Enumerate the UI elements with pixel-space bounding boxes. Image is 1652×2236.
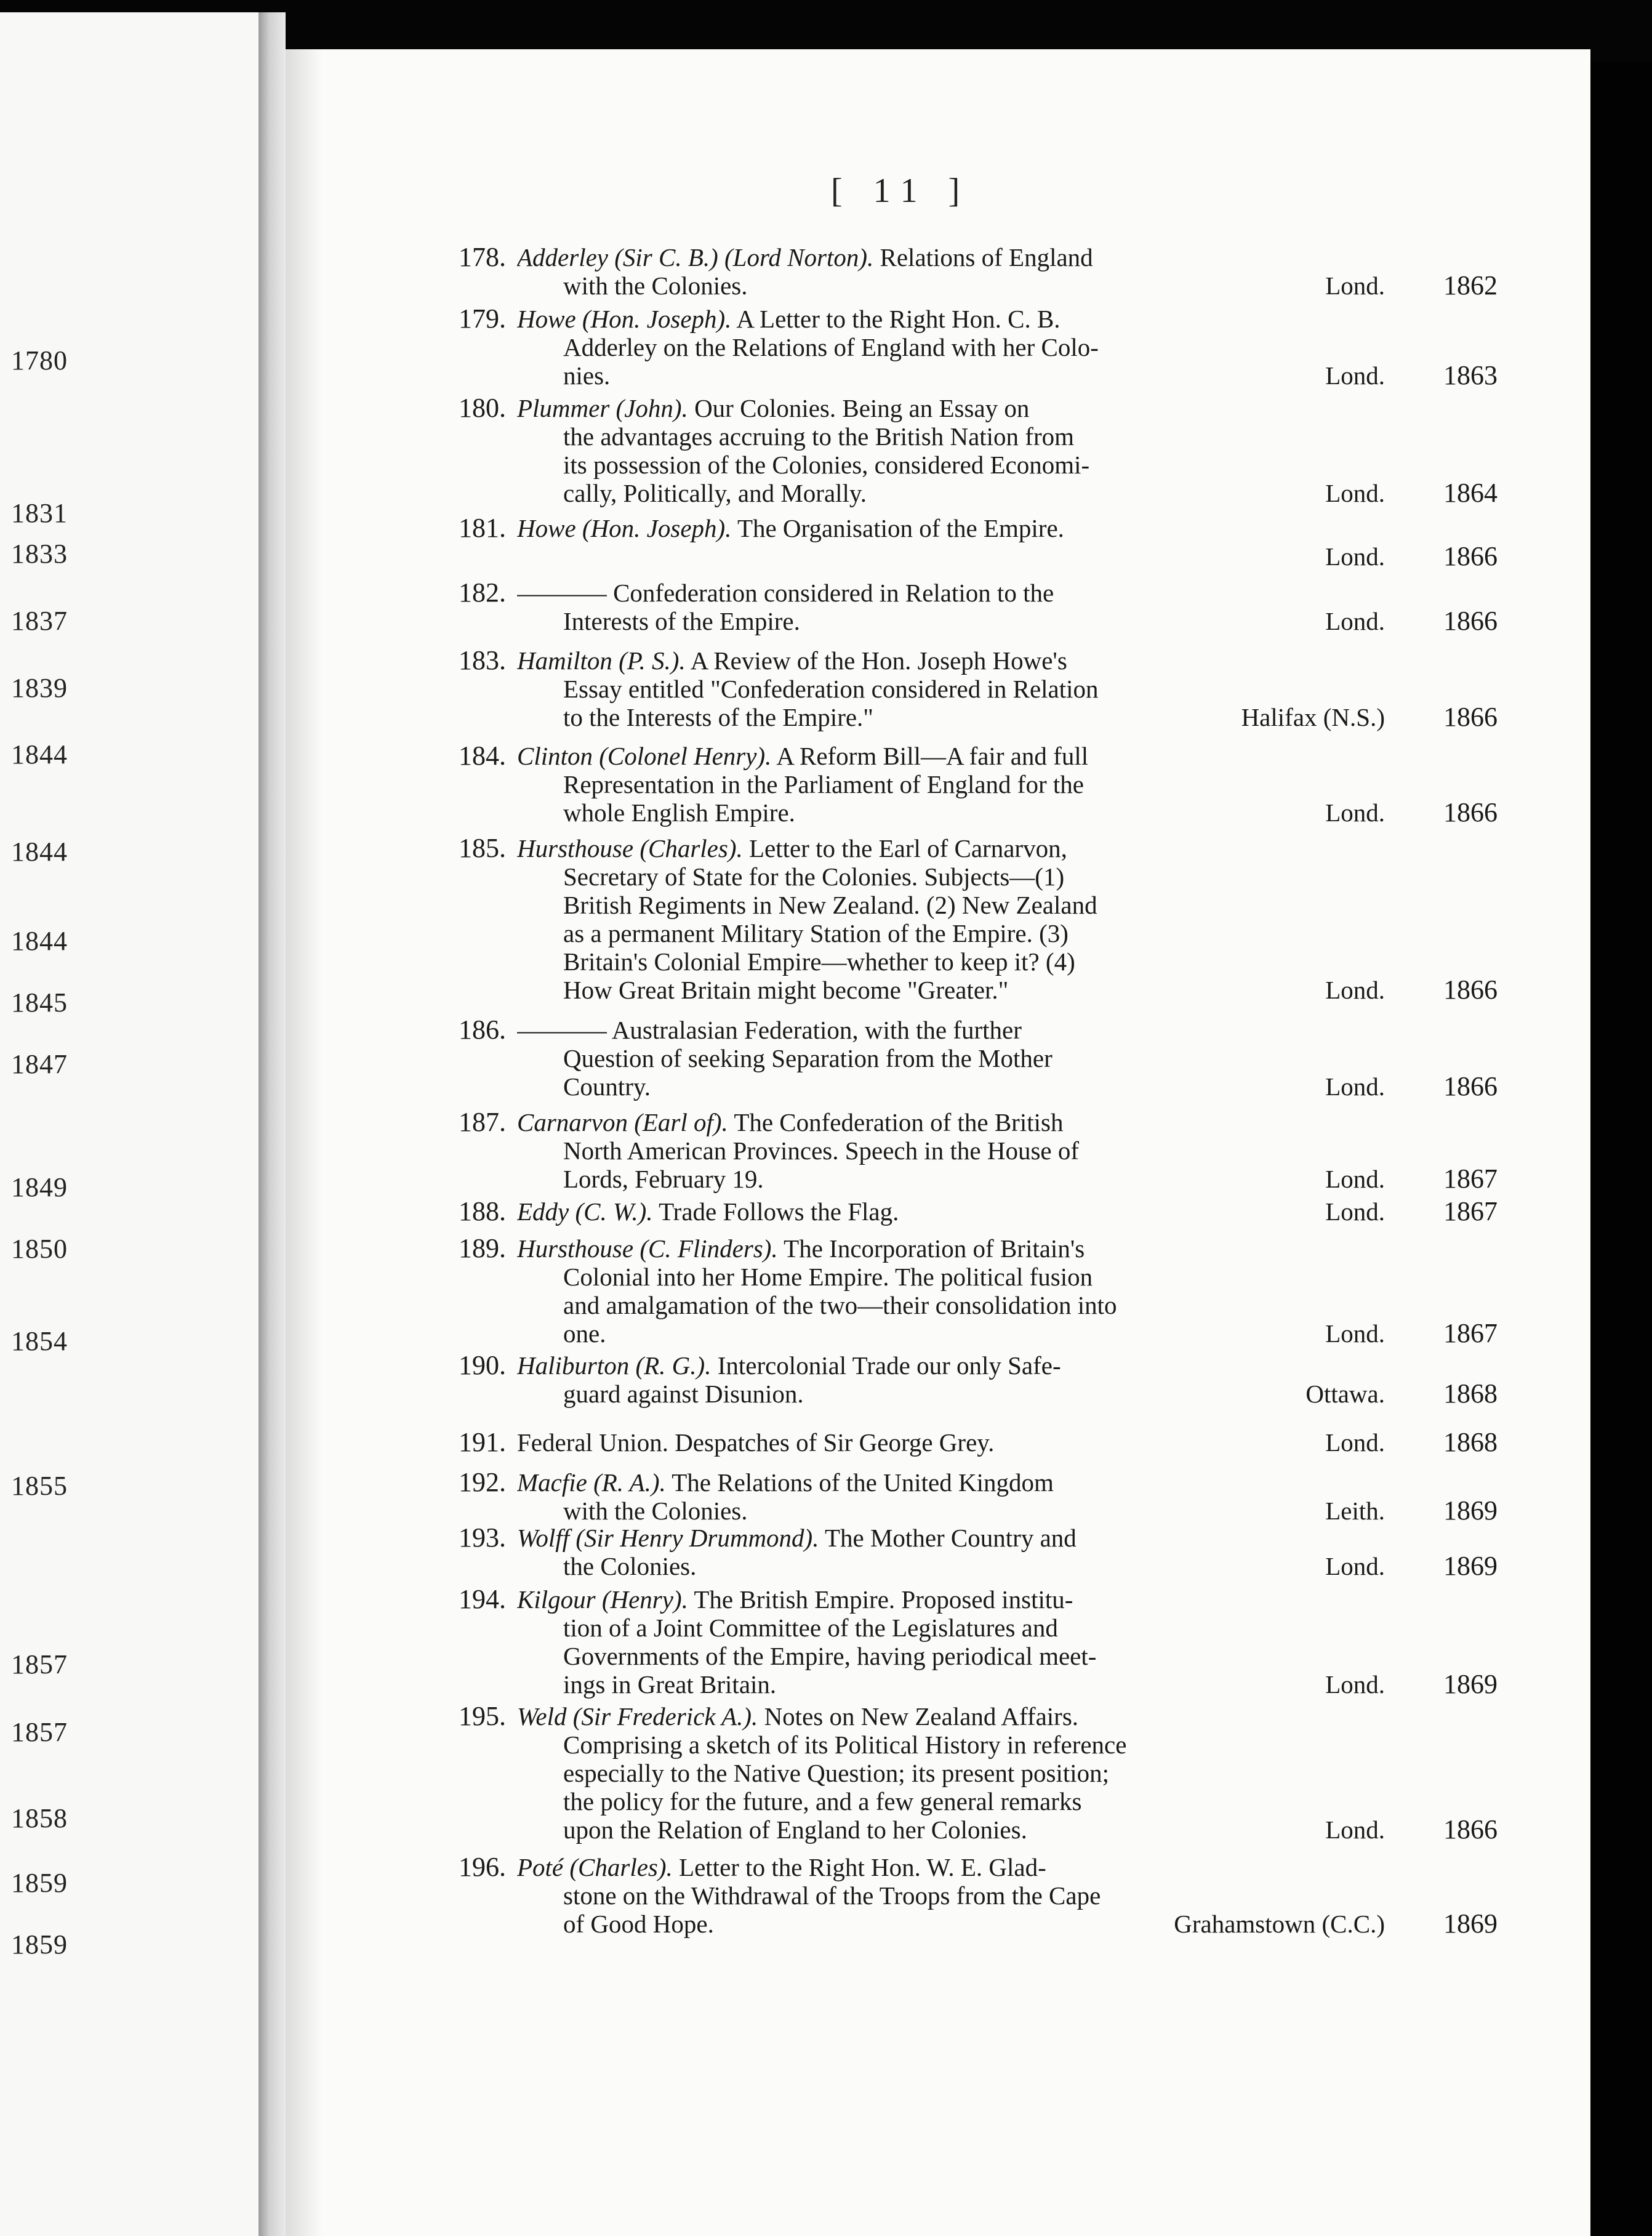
entry-line: [517, 479, 1385, 507]
margin-year: 1831: [11, 498, 68, 528]
entry-author: Hamilton (P. S.).: [517, 646, 686, 675]
entry-line: [517, 1136, 1385, 1165]
entry-text: [517, 243, 1385, 300]
margin-year: 1855: [11, 1471, 68, 1501]
entry-year: 1868: [1443, 1427, 1498, 1457]
entry-line: [517, 1072, 1385, 1101]
entry-line-text: Our Colonies. Being an Essay on: [694, 394, 1030, 422]
entry-number: 186.: [459, 1015, 506, 1045]
entry-year: 1863: [1443, 360, 1498, 390]
margin-year: 1833: [11, 539, 68, 569]
entry-author: Haliburton (R. G.).: [517, 1351, 712, 1380]
entry-place: Lond.: [1325, 1428, 1385, 1457]
entry-line-text: the advantages accruing to the British Nation from: [563, 422, 1075, 451]
entry-line: [517, 1044, 1385, 1072]
entry-line-text: tion of a Joint Committee of the Legislatures and: [563, 1614, 1058, 1642]
entry-line-text: guard against Disunion.: [563, 1380, 804, 1408]
entry-line-text: of Good Hope.: [563, 1910, 714, 1938]
entry-number: 180.: [459, 393, 506, 423]
entry-line: [517, 1524, 1385, 1552]
entry-author: Hursthouse (C. Flinders).: [517, 1234, 778, 1263]
entry-place: Lond.: [1325, 542, 1385, 571]
entry-line-text: Question of seeking Separation from the Mother: [563, 1044, 1053, 1072]
entry-line: [517, 1910, 1385, 1938]
entry-line: [517, 422, 1385, 451]
entry-line-text: to the Interests of the Empire.": [563, 703, 874, 731]
entry-line: [517, 579, 1385, 607]
entry-text: [517, 1468, 1385, 1525]
entry-line-text: Representation in the Parliament of England for the: [563, 770, 1084, 798]
entry-line-text: and amalgamation of the two—their consolidation into: [563, 1291, 1117, 1319]
entry-text: [517, 1428, 1385, 1457]
entry-line: [517, 1853, 1385, 1881]
entry-number: 183.: [459, 645, 506, 675]
margin-year: 1849: [11, 1172, 68, 1202]
entry-line: [517, 305, 1385, 333]
entry-author: Carnarvon (Earl of).: [517, 1108, 728, 1136]
entry-year: 1867: [1443, 1196, 1498, 1226]
entry-place: Lond.: [1325, 361, 1385, 390]
entry-place: Lond.: [1325, 798, 1385, 827]
entry-text: [517, 579, 1385, 635]
entry-line: [517, 1165, 1385, 1193]
entry-number: 189.: [459, 1233, 506, 1263]
entry-text: [517, 1234, 1385, 1348]
entry-author: Adderley (Sir C. B.) (Lord Norton).: [517, 243, 874, 271]
entry-place: Lond.: [1325, 976, 1385, 1004]
entry-author: Kilgour (Henry).: [517, 1585, 688, 1614]
entry-line-text: Comprising a sketch of its Political History in reference: [563, 1731, 1127, 1759]
entry-place: Lond.: [1325, 1072, 1385, 1101]
entry-place: Lond.: [1325, 271, 1385, 300]
entry-number: 190.: [459, 1350, 506, 1380]
margin-year: 1857: [11, 1717, 68, 1747]
entry-place: Lond.: [1325, 1197, 1385, 1226]
entry-author: Wolff (Sir Henry Drummond).: [517, 1524, 819, 1552]
margin-year: 1859: [11, 1868, 68, 1898]
entry-line-text: Letter to the Right Hon. W. E. Glad-: [679, 1853, 1046, 1881]
entry-line: [517, 1585, 1385, 1614]
entry-place: Lond.: [1325, 1319, 1385, 1348]
entry-number: 187.: [459, 1107, 506, 1137]
entry-line-text: The Confederation of the British: [734, 1108, 1064, 1136]
entry-place: Halifax (N.S.): [1241, 703, 1385, 731]
entry-line-text: Britain's Colonial Empire—whether to keep it? (4): [563, 947, 1075, 976]
entry-line: [517, 1614, 1385, 1642]
entry-number: 182.: [459, 577, 506, 608]
entry-line-text: with the Colonies.: [563, 1497, 748, 1525]
entry-year: 1867: [1443, 1318, 1498, 1348]
entry-number: 193.: [459, 1522, 506, 1553]
margin-year: 1844: [11, 837, 68, 867]
entry-year: 1866: [1443, 541, 1498, 571]
entry-place: Lond.: [1325, 607, 1385, 635]
entry-line: [517, 1787, 1385, 1816]
entry-line-text: cally, Politically, and Morally.: [563, 479, 867, 507]
entry-line: [517, 770, 1385, 798]
entry-line-text: British Regiments in New Zealand. (2) New Zealand: [563, 891, 1097, 919]
entry-number: 196.: [459, 1852, 506, 1882]
entry-line-text: ings in Great Britain.: [563, 1670, 777, 1699]
entry-author: Clinton (Colonel Henry).: [517, 742, 772, 770]
entry-line: [517, 1351, 1385, 1380]
scan-border-right: [1590, 62, 1652, 2236]
entry-place: Leith.: [1325, 1497, 1385, 1525]
gutter-shadow: [286, 49, 323, 2236]
margin-year: 1837: [11, 606, 68, 636]
margin-year: 1780: [11, 345, 68, 376]
entry-line: [517, 742, 1385, 770]
entry-text: [517, 834, 1385, 1004]
margin-year: 1844: [11, 926, 68, 956]
entry-line: [517, 1497, 1385, 1525]
entry-year: 1869: [1443, 1669, 1498, 1699]
entry-place: Lond.: [1325, 1816, 1385, 1844]
entry-line-text: Notes on New Zealand Affairs.: [764, 1702, 1079, 1731]
entry-line-text: North American Provinces. Speech in the House of: [563, 1136, 1080, 1165]
entry-line-text: as a permanent Military Station of the Empire. (3): [563, 919, 1069, 947]
entry-text: [517, 1108, 1385, 1193]
entry-line-text: Adderley on the Relations of England with her Colo-: [563, 333, 1099, 361]
entry-number: 194.: [459, 1584, 506, 1614]
entry-author: Poté (Charles).: [517, 1853, 673, 1881]
entry-text: [517, 1524, 1385, 1580]
entry-author: Hursthouse (Charles).: [517, 834, 743, 863]
entry-line: [517, 1702, 1385, 1731]
entry-line-text: Federal Union. Despatches of Sir George Grey.: [517, 1428, 995, 1457]
entry-line: [517, 646, 1385, 675]
entry-year: 1869: [1443, 1551, 1498, 1581]
margin-year: 1839: [11, 673, 68, 703]
entry-line-text: The Mother Country and: [824, 1524, 1077, 1552]
entry-text: [517, 514, 1385, 571]
entry-number: 195.: [459, 1701, 506, 1731]
entry-line: [517, 1642, 1385, 1670]
entry-author: ————: [517, 579, 607, 607]
entry-text: [517, 305, 1385, 390]
margin-year: 1858: [11, 1803, 68, 1833]
entry-line-text: its possession of the Colonies, considered Economi-: [563, 451, 1090, 479]
entry-line: [517, 333, 1385, 361]
entry-line: [517, 1670, 1385, 1699]
entry-line-text: A Letter to the Right Hon. C. B.: [736, 305, 1061, 333]
entry-line-text: Relations of England: [880, 243, 1093, 271]
entry-line-text: stone on the Withdrawal of the Troops from the Cape: [563, 1881, 1101, 1910]
entry-number: 178.: [459, 242, 506, 272]
entry-text: [517, 1351, 1385, 1408]
entry-line-text: A Reform Bill—A fair and full: [776, 742, 1089, 770]
entry-line: [517, 798, 1385, 827]
entry-line-text: The Relations of the United Kingdom: [672, 1468, 1054, 1497]
entry-line: [517, 1759, 1385, 1787]
margin-year: 1850: [11, 1234, 68, 1264]
entry-text: [517, 1197, 1385, 1226]
entry-author: Plummer (John).: [517, 394, 688, 422]
entry-text: [517, 394, 1385, 507]
entry-year: 1867: [1443, 1164, 1498, 1194]
entry-text: [517, 1702, 1385, 1844]
entry-line-text: Secretary of State for the Colonies. Subjects—(1): [563, 863, 1065, 891]
entry-line-text: Intercolonial Trade our only Safe-: [717, 1351, 1061, 1380]
entry-line: [517, 1263, 1385, 1291]
entry-line: [517, 834, 1385, 863]
entry-year: 1866: [1443, 1814, 1498, 1844]
entry-line-text: upon the Relation of England to her Colonies.: [563, 1816, 1027, 1844]
entry-line: [517, 1197, 1385, 1226]
entry-place: Grahamstown (C.C.): [1174, 1910, 1385, 1938]
entry-line: [517, 271, 1385, 300]
entry-number: 191.: [459, 1427, 506, 1457]
entry-line: [517, 451, 1385, 479]
entry-line-text: How Great Britain might become "Greater.": [563, 976, 1009, 1004]
entry-place: Lond.: [1325, 1670, 1385, 1699]
entry-line: [517, 243, 1385, 271]
entry-text: [517, 1853, 1385, 1938]
entry-place: Lond.: [1325, 1165, 1385, 1193]
entry-number: 179.: [459, 304, 506, 334]
entry-line: [517, 1552, 1385, 1580]
page-number: [ 11 ]: [831, 172, 971, 210]
entry-text: [517, 742, 1385, 827]
entry-year: 1868: [1443, 1378, 1498, 1409]
entry-line: [517, 1291, 1385, 1319]
entry-line-text: nies.: [563, 361, 611, 390]
entry-line-text: Country.: [563, 1072, 651, 1101]
margin-year: 1854: [11, 1326, 68, 1356]
entry-line: [517, 703, 1385, 731]
entry-author: Macfie (R. A.).: [517, 1468, 666, 1497]
book-gutter: [259, 12, 286, 2236]
entry-author: Eddy (C. W.).: [517, 1197, 653, 1226]
entry-number: 192.: [459, 1467, 506, 1497]
entry-line: [517, 394, 1385, 422]
entry-line: [517, 976, 1385, 1004]
entry-text: [517, 1016, 1385, 1101]
entry-line: [517, 919, 1385, 947]
entry-place: Ottawa.: [1305, 1380, 1385, 1408]
margin-year: 1859: [11, 1929, 68, 1960]
entry-line-text: The Incorporation of Britain's: [784, 1234, 1085, 1263]
entry-line-text: A Review of the Hon. Joseph Howe's: [690, 646, 1067, 675]
entry-line-text: Governments of the Empire, having periodical meet-: [563, 1642, 1097, 1670]
entry-line-text: one.: [563, 1319, 606, 1348]
entry-place: Lond.: [1325, 1552, 1385, 1580]
entry-line-text: whole English Empire.: [563, 798, 795, 827]
entry-line-text: Essay entitled "Confederation considered in Relation: [563, 675, 1099, 703]
entry-number: 181.: [459, 513, 506, 543]
margin-year: 1857: [11, 1649, 68, 1679]
entry-line: [517, 1319, 1385, 1348]
entry-line-text: Interests of the Empire.: [563, 607, 800, 635]
entry-line: [517, 1108, 1385, 1136]
entry-line-text: Confederation considered in Relation to the: [613, 579, 1054, 607]
entry-line: [517, 1731, 1385, 1759]
entry-author: ————: [517, 1016, 607, 1044]
entry-line-text: The British Empire. Proposed institu-: [694, 1585, 1073, 1614]
entry-year: 1866: [1443, 606, 1498, 636]
entry-line: [517, 1881, 1385, 1910]
entry-text: [517, 1585, 1385, 1699]
entry-year: 1862: [1443, 270, 1498, 300]
entry-number: 184.: [459, 741, 506, 771]
entry-line-text: Trade Follows the Flag.: [659, 1197, 899, 1226]
entry-line-text: The Organisation of the Empire.: [737, 514, 1064, 542]
entry-line-text: with the Colonies.: [563, 271, 748, 300]
entry-author: Howe (Hon. Joseph).: [517, 514, 732, 542]
entry-line: [517, 863, 1385, 891]
entry-line: [517, 675, 1385, 703]
entry-line-text: Australasian Federation, with the further: [611, 1016, 1022, 1044]
margin-year: 1847: [11, 1049, 68, 1079]
entry-line: [517, 542, 1385, 571]
entry-line: [517, 1234, 1385, 1263]
entry-line: [517, 891, 1385, 919]
entry-year: 1864: [1443, 478, 1498, 508]
entry-number: 185.: [459, 833, 506, 863]
entry-line: [517, 607, 1385, 635]
entry-number: 188.: [459, 1196, 506, 1226]
entry-line: [517, 947, 1385, 976]
entry-year: 1866: [1443, 702, 1498, 732]
entry-author: Weld (Sir Frederick A.).: [517, 1702, 758, 1731]
entry-line-text: Colonial into her Home Empire. The political fusion: [563, 1263, 1093, 1291]
entry-line: [517, 361, 1385, 390]
entry-line-text: the policy for the future, and a few general remarks: [563, 1787, 1082, 1816]
margin-year: 1845: [11, 987, 68, 1018]
entry-line-text: the Colonies.: [563, 1552, 697, 1580]
entry-line: [517, 1380, 1385, 1408]
entry-line: [517, 514, 1385, 542]
entry-text: [517, 646, 1385, 731]
entry-line: [517, 1428, 1385, 1457]
entry-line: [517, 1468, 1385, 1497]
entry-line-text: Lords, February 19.: [563, 1165, 764, 1193]
entry-place: Lond.: [1325, 479, 1385, 507]
entry-line-text: especially to the Native Question; its present position;: [563, 1759, 1110, 1787]
entry-year: 1869: [1443, 1908, 1498, 1939]
margin-year: 1844: [11, 739, 68, 770]
entry-author: Howe (Hon. Joseph).: [517, 305, 732, 333]
entry-year: 1866: [1443, 797, 1498, 827]
entry-line-text: Letter to the Earl of Carnarvon,: [748, 834, 1067, 863]
entry-year: 1866: [1443, 1071, 1498, 1101]
entry-line: [517, 1016, 1385, 1044]
entry-year: 1866: [1443, 975, 1498, 1005]
entry-year: 1869: [1443, 1495, 1498, 1526]
entry-line: [517, 1816, 1385, 1844]
